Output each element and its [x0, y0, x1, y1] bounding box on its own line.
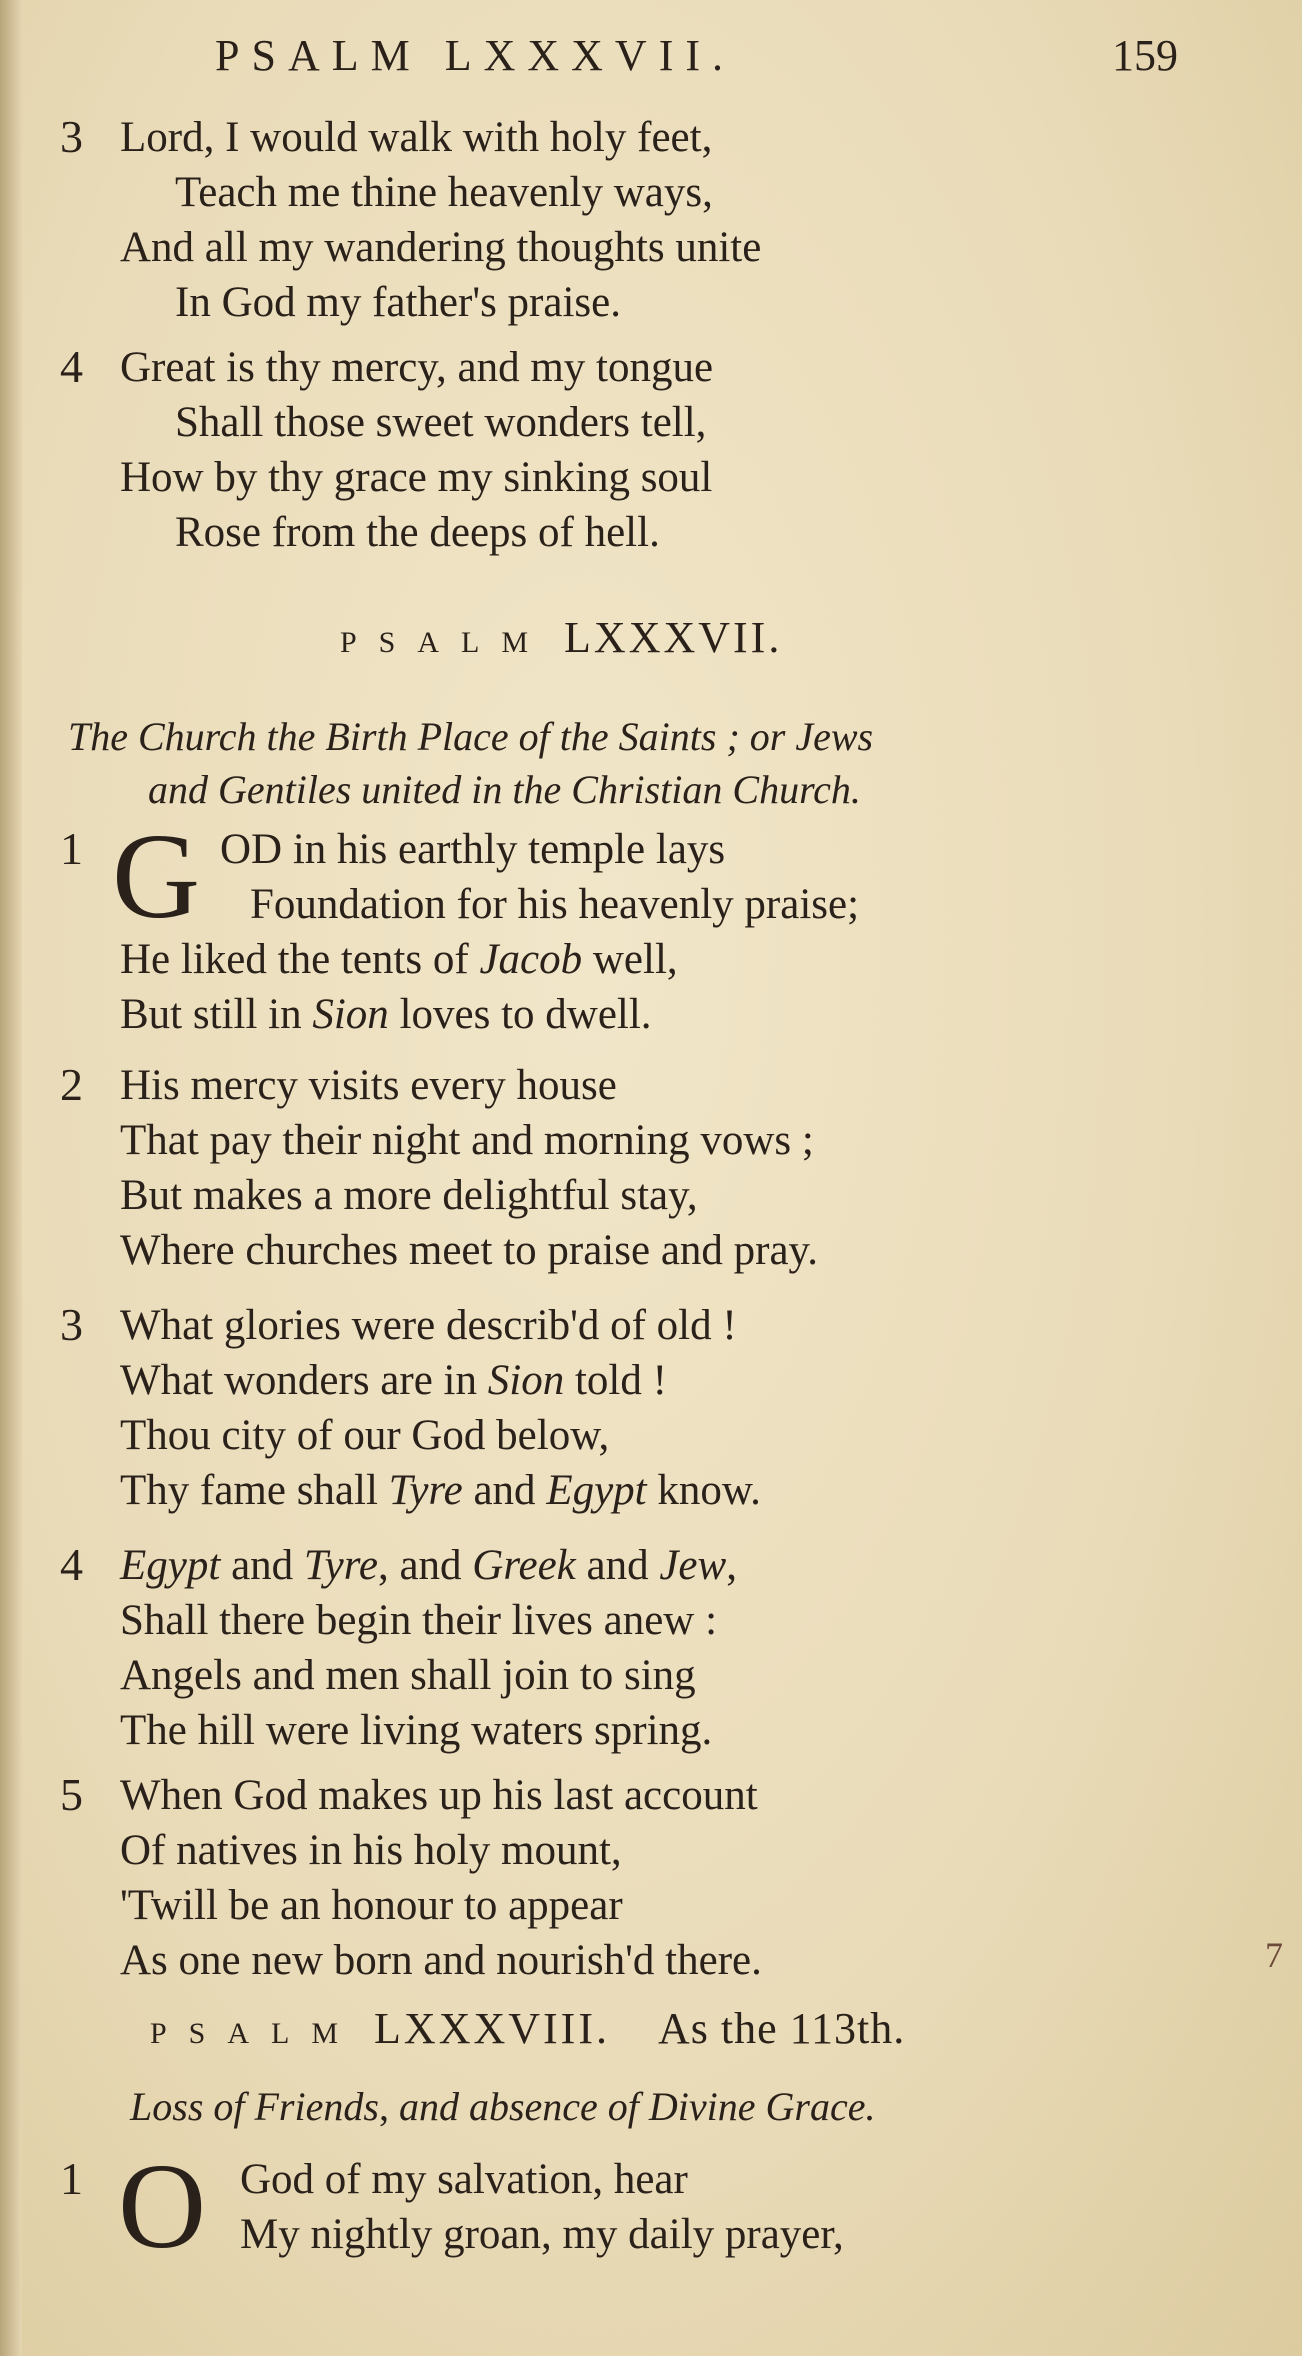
italic-name: Tyre — [388, 1467, 463, 1514]
verse-line: My nightly groan, my daily prayer, — [240, 2211, 844, 2258]
text: know. — [646, 1467, 761, 1514]
stanza-number: 5 — [60, 1769, 83, 1820]
verse-line: Where churches meet to praise and pray. — [120, 1227, 819, 1274]
text: told ! — [564, 1357, 667, 1404]
page-number: 159 — [1112, 31, 1178, 80]
verse-line: Teach me thine heavenly ways, — [175, 169, 713, 216]
verse-line: And all my wandering thoughts unite — [120, 224, 762, 271]
verse-line: In God my father's praise. — [175, 279, 621, 326]
verse-line: How by thy grace my sinking soul — [120, 454, 713, 501]
verse-line — [120, 1538, 1302, 1593]
verse-line: God of my salvation, hear — [240, 2156, 688, 2203]
verse-line: Foundation for his heavenly praise; — [250, 881, 860, 928]
psalm-label: PSALM — [340, 626, 551, 659]
psalm-87-stanza-4 — [0, 1538, 1302, 1758]
text: well, — [582, 936, 678, 983]
text: But still in — [120, 991, 313, 1038]
verse-line: Rose from the deeps of hell. — [175, 509, 660, 556]
text: and — [462, 1467, 547, 1514]
psalm-label: PSALM — [150, 2017, 361, 2050]
text: , — [726, 1542, 737, 1589]
psalm-88-subtitle — [130, 2082, 1302, 2132]
running-head: PSALM LXXXVII. — [215, 31, 735, 80]
stanza-number: 3 — [60, 1299, 83, 1350]
italic-name: Tyre — [303, 1542, 378, 1589]
text: Thy fame shall — [120, 1467, 389, 1514]
psalm-numeral: LXXXVII. — [564, 613, 783, 662]
stanza-prev-3 — [0, 110, 1302, 330]
page-header — [0, 30, 1302, 90]
margin-mark: 7 — [1265, 1935, 1283, 1975]
psalm-87-stanza-1 — [0, 809, 1302, 1042]
text: and — [575, 1542, 660, 1589]
text: What wonders are in — [120, 1357, 488, 1404]
italic-name: Jew — [659, 1542, 727, 1589]
psalm-numeral: LXXXVIII. — [374, 2004, 610, 2053]
psalm-87-title — [340, 612, 1302, 663]
verse-line: OD in his earthly temple lays — [220, 826, 726, 873]
italic-name: Sion — [487, 1357, 565, 1404]
psalm-88-stanza-1 — [0, 2139, 1302, 2274]
italic-name: Jacob — [479, 936, 583, 983]
verse-line: Shall there begin their lives anew : — [120, 1597, 718, 1644]
stanza-number: 4 — [60, 1539, 83, 1590]
verse-line — [120, 1353, 1302, 1408]
verse-line: What glories were describ'd of old ! — [120, 1302, 737, 1349]
verse-line: Of natives in his holy mount, — [120, 1827, 622, 1874]
verse-line: 'Twill be an honour to appear — [120, 1882, 623, 1929]
stanza-prev-4 — [0, 340, 1302, 560]
drop-cap: G — [112, 809, 201, 944]
verse-line: When God makes up his last account — [120, 1772, 758, 1819]
text: and — [220, 1542, 304, 1589]
stanza-number: 2 — [60, 1059, 83, 1110]
verse-line: The hill were living waters spring. — [120, 1707, 713, 1754]
stanza-number: 1 — [60, 823, 83, 874]
stanza-number: 3 — [60, 111, 83, 162]
verse-line: Shall those sweet wonders tell, — [175, 399, 707, 446]
italic-name: Greek — [472, 1542, 576, 1589]
text: , — [378, 2084, 399, 2129]
italic-name: Egypt — [120, 1542, 221, 1589]
verse-line: His mercy visits every house — [120, 1062, 617, 1109]
stanza-number: 4 — [60, 341, 83, 392]
psalm-87-stanza-5 — [0, 1768, 1302, 1988]
text: , and — [377, 1542, 473, 1589]
psalm-87-stanza-3 — [0, 1298, 1302, 1518]
text: loves to dwell. — [388, 991, 652, 1038]
verse-line: Great is thy mercy, and my tongue — [120, 344, 714, 391]
verse-line: That pay their night and morning vows ; — [120, 1117, 814, 1164]
verse-line: Lord, I would walk with holy feet, — [120, 114, 713, 161]
text: and absence of Divine Grace. — [398, 2084, 876, 2129]
drop-cap: O — [118, 2139, 207, 2274]
italic-name: Egypt — [546, 1467, 647, 1514]
verse-line: But makes a more delightful stay, — [120, 1172, 698, 1219]
verse-line: Angels and men shall join to sing — [120, 1652, 696, 1699]
verse-line — [120, 987, 1302, 1042]
verse-line — [120, 932, 1302, 987]
tune-note: As the 113th. — [657, 2004, 906, 2053]
verse-line: Thou city of our God below, — [120, 1412, 610, 1459]
stanza-number: 1 — [60, 2153, 83, 2204]
verse-line — [120, 1463, 1302, 1518]
psalm-87-subtitle-line-1: The Church the Birth Place of the Saints ; or Jews — [68, 714, 874, 759]
psalm-88-title — [150, 2003, 1302, 2054]
italic-name: Sion — [312, 991, 389, 1038]
text: He liked the tents of — [120, 936, 480, 983]
psalm-87-stanza-2 — [0, 1058, 1302, 1278]
psalm-87-subtitle-line-2: and Gentiles united in the Christian Church. — [148, 767, 861, 812]
text: Loss of Friends — [130, 2084, 379, 2129]
verse-line: As one new born and nourish'd there. — [120, 1937, 762, 1984]
